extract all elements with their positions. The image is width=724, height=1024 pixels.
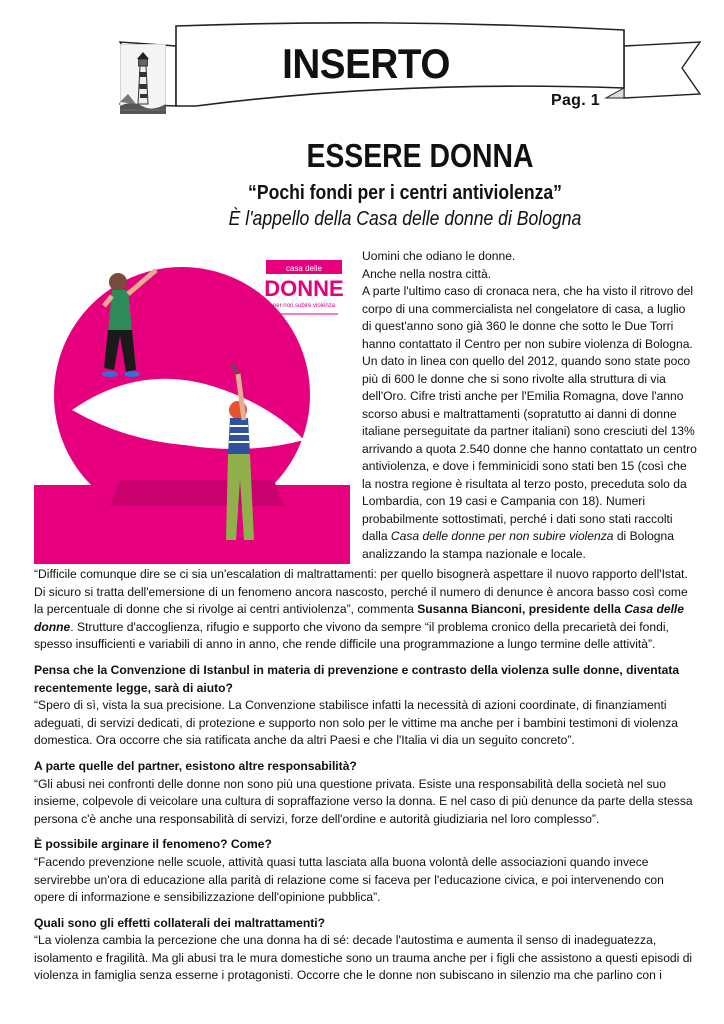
p1-speaker: Susanna Bianconi, presidente della: [417, 602, 625, 617]
svg-text:casa delle: casa delle: [285, 264, 323, 273]
answer-2: “Gli abusi nei confronti delle donne non sono più una questione privata. Esiste una responsabilità della società nel suo insieme, colpevole di veicolare una cultura di sopraffazione verso la donna. E nel caso di più denunce da parte della stessa persona c'è anche una responsabilità di servizi, forze dell'ordine e autorità giudiziaria nel loro complesso”.: [34, 776, 693, 826]
intro-end: di Bologna analizzando la stampa nazionale e locale.: [362, 529, 674, 561]
intro-line-2: Anche nella nostra città.: [362, 266, 492, 281]
article-subheading: [128, 180, 682, 232]
page-number: Pag. 1: [551, 92, 600, 109]
insert-title: INSERTO: [282, 40, 450, 87]
p1-org: Casa delle donne: [34, 602, 685, 634]
article-deck: È l'appello della Casa delle donne di Bologna: [228, 208, 582, 230]
article-headline: ESSERE DONNA: [306, 137, 534, 174]
intro-line-1: Uomini che odiano le donne.: [362, 249, 516, 263]
answer-1: “Spero di sì, vista la sua precisione. La Convenzione stabilisce infatti la necessità di azioni coordinate, di finanziamenti adeguati, di servizi dedicati, di protezione e supporto non solo per le vittime ma anche per i bambini testimoni di violenza domestica. Ora occorre che sia ratificata anche da altri Paesi e che l'Italia vi dia un seguito concreto”.: [34, 698, 679, 748]
p1-end: . Strutture d'accoglienza, rifugio e supporto che vivono da sempre “il problema cronico della precarietà dei fondi, spesso insufficienti e variabili di anno in anno, che rende difficile una programmazione a lungo termine delle attività”.: [34, 619, 669, 652]
intro-paragraph: [362, 283, 698, 563]
paragraph-1: [34, 566, 694, 654]
question-3: È possibile arginare il fenomeno? Come?: [34, 837, 272, 852]
lighthouse-icon: [120, 44, 166, 114]
article-body: [34, 566, 694, 985]
p1-text: “Difficile comunque dire se ci sia un'escalation di maltrattamenti: per quello bisognerà aspettare il nuovo rapporto dell'Istat. Di sicuro si tratta dell'emersione di un fenomeno ancora nascosto, perché il numero di denunce è ancora basso così come la percentuale di donne che si rivolge ai centri antiviolenza”, commenta: [34, 567, 688, 617]
casa-delle-donne-logo: [264, 260, 343, 314]
svg-text:per non subire violenza: per non subire violenza: [272, 303, 336, 309]
answer-4: “La violenza cambia la percezione che una donna ha di sé: decade l'autostima e aumenta il senso di inadeguatezza, isolamento e fragilità. Ma gli abusi tra le mura domestiche sono un trauma anche per i figli che assistono a questi episodi di violenza in famiglia senza esserne i protagonisti. Occorre che le donne non subiscano in silenzio ma che parlino con i: [34, 933, 693, 983]
svg-text:DONNE: DONNE: [264, 276, 344, 301]
intro-text: A parte l'ultimo caso di cronaca nera, che ha visto il ritrovo del corpo di una commercialista nel congelatore di casa, a luglio di quest'anno sono già 360 le donne che sotto le Due Torri hanno contattato il Centro per non subire violenza di Bologna. Un dato in linea con quello del 2012, quando sono state poco più di 600 le donne che si sono rivolte alla struttura di via dell'Oro. Cifre tristi anche per l'Emilia Romagna, dove l'anno scorso abusi e maltrattamenti (sopratutto ai danni di donne italiane perseguitate da partner italiani) sono cresciuti del 13% arrivando a quota 2.540 donne che hanno contattato un centro antiviolenza, e dove i femminicidi sono stati ben 15 (così che la nostra regione è risultata al terzo posto, preceduta solo da Lombardia, con 19 casi e Campania con 18). Numeri probabilmente sottostimati, perché i dati sono stati raccolti dalla: [362, 284, 697, 543]
article-subtitle: “Pochi fondi per i centri antiviolenza”: [248, 182, 562, 204]
question-1: Pensa che la Convenzione di Istanbul in materia di prevenzione e contrasto della violenza sulle donne, diventata recentemente legge, sarà di aiuto?: [34, 662, 680, 695]
question-2: A parte quelle del partner, esistono altre responsabilità?: [34, 758, 357, 773]
article-illustration: [34, 240, 350, 564]
intro-column: [362, 248, 698, 563]
intro-italic-org: Casa delle donne per non subire violenza: [390, 529, 614, 543]
question-4: Quali sono gli effetti collaterali dei maltrattamenti?: [34, 915, 325, 930]
answer-3: “Facendo prevenzione nelle scuole, attività quasi tutta lasciata alla buona volontà delle associazioni quando invece servirebbe un'ora di educazione alla parità di relazione come si faceva per l'educazione civica, e poi intervenendo con opere di informazione e sensibilizzazione dell'opinione pubblica”.: [34, 854, 664, 905]
